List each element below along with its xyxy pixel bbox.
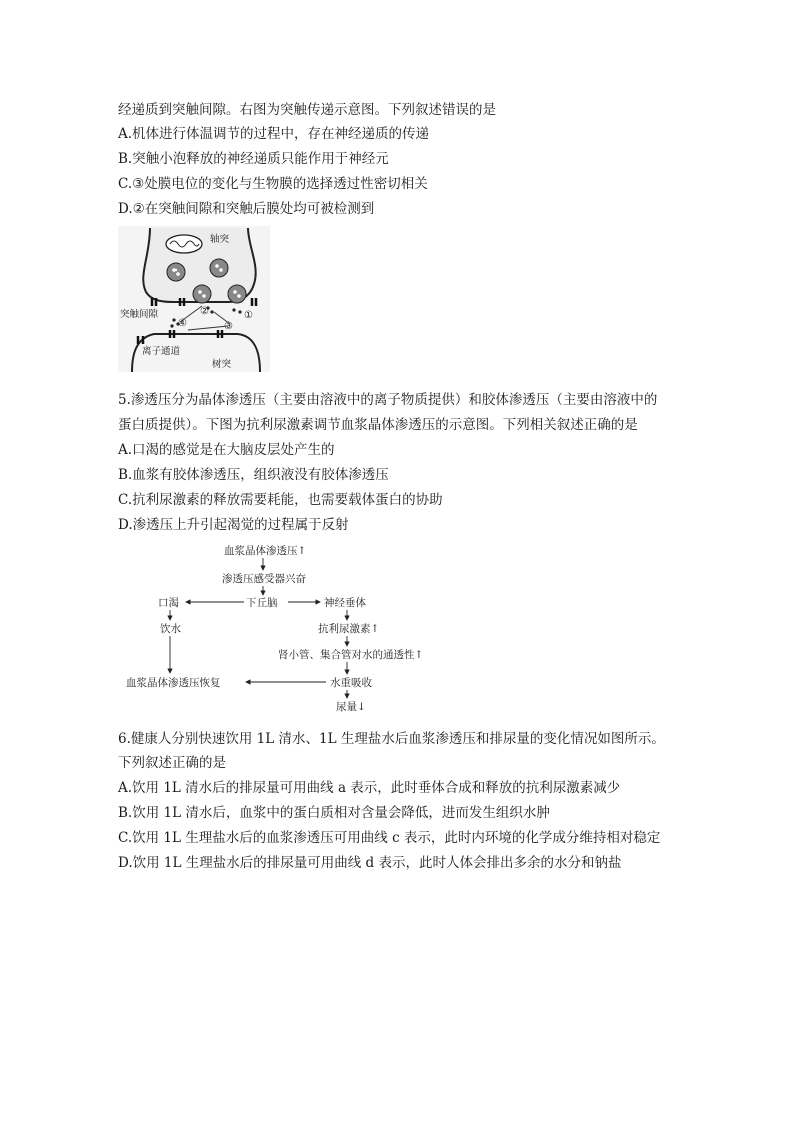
q6-stem-line2: 下列叙述正确的是 <box>118 755 226 771</box>
marker-2: ② <box>200 306 209 317</box>
node-receptor-excited: 渗透压感受器兴奋 <box>222 573 306 585</box>
q5-stem-line1: 5.渗透压分为晶体渗透压（主要由溶液中的离子物质提供）和胶体渗透压（主要由溶液中的 <box>118 392 658 408</box>
node-osmotic-recovered: 血浆晶体渗透压恢复 <box>126 677 221 689</box>
node-water-reabsorption: 水重吸收 <box>330 677 372 689</box>
node-hypothalamus: 下丘脑 <box>246 597 278 609</box>
node-neurohypophysis: 神经垂体 <box>324 597 366 609</box>
q5-option-d: D.渗透压上升引起渴觉的过程属于反射 <box>118 517 349 533</box>
q4-option-d: D.②在突触间隙和突触后膜处均可被检测到 <box>118 201 375 217</box>
q4-stem: 经递质到突触间隙。右图为突触传递示意图。下列叙述错误的是 <box>118 102 496 118</box>
q6-option-a: A.饮用 1L 清水后的排尿量可用曲线 a 表示，此时垂体合成和释放的抗利尿激素减少 <box>118 780 621 796</box>
marker-3: ③ <box>224 321 233 332</box>
mitochondrion <box>166 235 202 253</box>
synapse-diagram <box>118 226 270 372</box>
node-plasma-osmotic-up: 血浆晶体渗透压↑ <box>224 545 307 557</box>
q6-option-b: B.饮用 1L 清水后，血浆中的蛋白质相对含量会降低，进而发生组织水肿 <box>118 805 550 821</box>
node-drinking: 饮水 <box>160 623 181 635</box>
synaptic-cleft-label: 突触间隙 <box>120 309 159 320</box>
marker-4: ④ <box>178 318 187 329</box>
q4-option-c: C.③处膜电位的变化与生物膜的选择透过性密切相关 <box>118 176 428 192</box>
axon-label: 轴突 <box>210 234 230 245</box>
marker-1: ① <box>244 310 253 321</box>
node-thirst: 口渴 <box>158 597 179 609</box>
q5-option-c: C.抗利尿激素的释放需要耗能，也需要载体蛋白的协助 <box>118 492 443 508</box>
q6-stem-line1: 6.健康人分别快速饮用 1L 清水、1L 生理盐水后血浆渗透压和排尿量的变化情况如图所示。 <box>118 731 665 747</box>
node-adh-up: 抗利尿激素↑ <box>318 623 380 635</box>
q6-option-c: C.饮用 1L 生理盐水后的血浆渗透压可用曲线 c 表示，此时内环境的化学成分维持相对稳定 <box>118 830 661 846</box>
q4-option-b: B.突触小泡释放的神经递质只能作用于神经元 <box>118 151 389 167</box>
ion-channel-label: 离子通道 <box>142 346 181 357</box>
dendrite-label: 树突 <box>212 359 232 370</box>
node-permeability-up: 肾小管、集合管对水的通透性↑ <box>278 649 424 661</box>
adh-flow-diagram <box>118 540 438 720</box>
q6-option-d: D.饮用 1L 生理盐水后的排尿量可用曲线 d 表示，此时人体会排出多余的水分和钠盐 <box>118 855 622 871</box>
q5-option-a: A.口渴的感觉是在大脑皮层处产生的 <box>118 442 335 458</box>
q5-option-b: B.血浆有胶体渗透压，组织液没有胶体渗透压 <box>118 467 389 483</box>
q4-option-a: A.机体进行体温调节的过程中，存在神经递质的传递 <box>118 126 430 142</box>
q5-stem-line2: 蛋白质提供）。下图为抗利尿激素调节血浆晶体渗透压的示意图。下列相关叙述正确的是 <box>118 417 638 433</box>
node-urine-down: 尿量↓ <box>336 701 366 713</box>
